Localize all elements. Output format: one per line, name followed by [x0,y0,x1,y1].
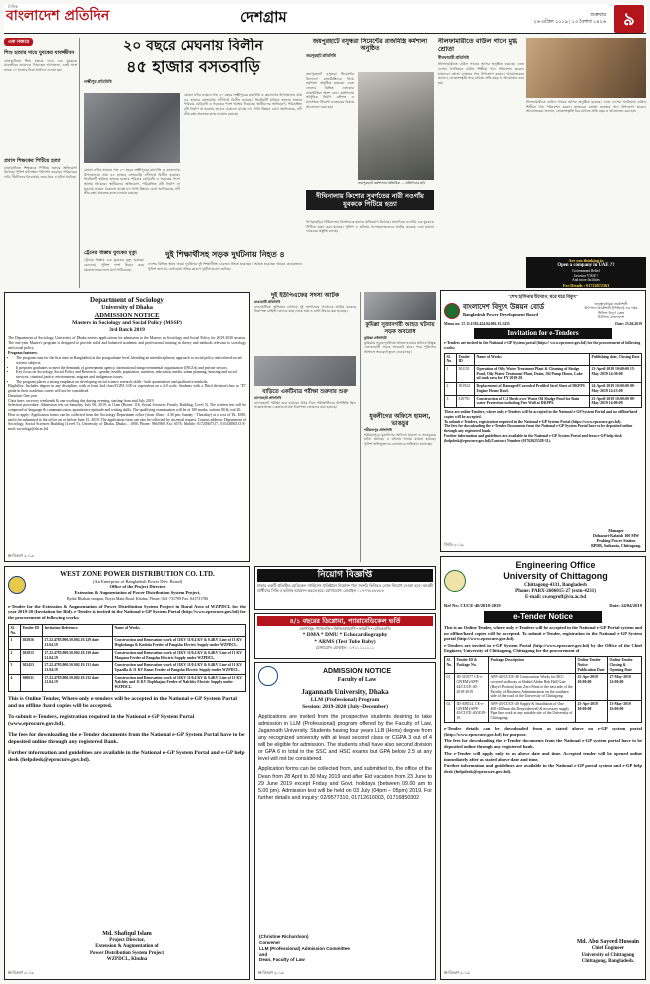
jagannath-program: LLM (Professional) Program [310,696,380,703]
wzpdcl-org-block [29,570,246,601]
bpdb-etender-ad [440,290,646,552]
cu-header [444,560,642,601]
wzpdcl-sub-2: Office of the Project Director [109,584,166,590]
jaipurhat-photo [358,72,434,180]
uae-line-1: Are you thinking to [568,258,604,263]
cu-col-desc: Package Description [489,657,576,674]
sociology-eligibility: Eligibility: Includes degree in any discipline, with at least 2nd class/CGPA 3.00 or equivalent on a 4.0 scale. Students with a Third division/class or "D" grade in their academic career will not be considered. [8,384,246,394]
cu-title-1: Engineering Office [515,560,596,570]
cell: 3 [445,395,457,407]
right-byline: নীলফামারী প্রতিনিধি [438,55,469,60]
bpdb-note-1: These are online Tenders, where only e-Tenders will be accepted in the National e-GP System Portal and no offline/hard copies will be accepted. [444,410,638,419]
cell: Construction and Renovation work of 11KV 11/0.4 KV & 0.4KV Line of 11 KV Nalchity and 11 KV Dopbhajan Feeder of Nalchity Electric Supply under WZPDCL. [113,674,246,691]
cell: 310791 [457,395,475,407]
cu-intro-1: This is an Online Tender, where only e-Tenders will be accepted in the National e-GP Portal system and no offline/hard copies will be accepted. To submit e-Tender, registration in the National e-GP System portal (http://www.eprocure.gov.bd). [444,624,642,642]
cell: Construction and Renovation work of 11KV 11/0.4 KV & 0.4KV Line of 11 KV Heglodanga & Kushtia Feeder of Pangsha Electric Supply under WZPDCL. [113,637,246,649]
at-a-glance-tag: এক নজরে [4,38,33,46]
cell: 300631 [21,674,43,691]
bpdb-org-block [463,303,577,317]
sociology-feature: • The program runs for the first time in Bangladesh at the postgraduate level, blending an interdisciplinary approach to social policy and related social science subjects. [16,356,246,365]
wzpdcl-note-3: The fees for downloading the e-Tender documents from the National e-GP System Portal have to be deposited online through any registered Bank. [8,731,245,745]
right-photo [526,38,646,98]
cell: 301924 [457,383,475,395]
wzpdcl-sub-4: Bydut Bhaban campus, Boyra Main Road, Khulna. Phone: 041-731789 Fax: 041731786 [66,595,209,601]
wzpdcl-ref: Sl-বিতরণ ২০১৯ [8,971,34,976]
table-row [445,383,642,395]
cu-note-1: e-Tender details can be downloaded from as stated above on e-GP system portal (http://www.eprocure.gov.bd) for purpose. [444,725,642,737]
cu-col-sl: Sl. No. [445,657,455,674]
bpdb-signature [591,528,641,548]
woman-body: খাগড়াছড়ির দীঘিনালায় কিশোরকে হত্যার অভিযোগ উঠেছে। অন্যদিকে নওগাঁয় এক যুবককে পিটিয়ে হত্যা করা হয়েছে। পুলিশ এ ঘটনায় সন্দেহভাজনদের আটক করেছে এবং মামলা দায়েরের প্রস্তুতি চলছে। [306,220,434,234]
kulaura-headline[interactable]: কুমিল্লা সুজানগরী আহত ঘটনায় সড়ক অবরোধ [365,322,435,335]
bpdb-note-4: Further information and guidelines are available in the National e-GP System Portal and from e-GP help desk (helpdesk@eprocure.gov.bd)/Contract Number (01762625528-31). [444,433,622,443]
bpdb-note-2: To submit e-Tenders, registration required in the National e-GP System Portal (https://www.eprocure.gov.bd). [444,419,622,424]
left-body-1: ঝালকাঠিতে শিশু হত্যার দায়ে এক যুবককে যাবজ্জীবন কারাদণ্ড দিয়েছেন আদালত। একই সঙ্গে তাকে ২০ হাজার টাকা অর্থদণ্ড দেওয়া হয়। [4,58,77,72]
cell: 1 [9,637,21,649]
jagannath-body-2: Application forms can be collected from, and submitted to, the office of the Dean from 28 April to 30 May 2019 and after Eid vacation from 23 June to 29 June 2019 except Friday and Govt. holidays (between 09.00 am to 5.00 pm). Admission test will be held on 03 July (04pm – 05pm) 2019. For further details and inquiry: 02/9577310, 01712616003, 01716850302 [258,766,432,802]
uae-line-3: Government Relief [572,269,600,274]
cell: 27.22.4785.900.50.002.19.132 date 21.04.19 [43,674,113,691]
cu-date: Date: 24/04/2019 [609,603,642,609]
upazila-body: রাঙামাটিতে অভিযান চালিয়ে দুই সংগঠনের সদস্যকে আটক করেছে নিরাপত্তা বাহিনী। তাদের কাছ থেকে অস্ত্র ও গুলি উদ্ধার করা হয়েছে। [254,304,356,314]
wzpdcl-logo-icon [8,576,26,594]
bpdb-col-date: Publishing date, Closing Date [590,353,642,365]
cell: 13-May-2019 12:00:00 [608,700,642,722]
cu-phone: Phone: PABX-2606015-27 (extn-4231) [515,588,596,594]
bpdb-org-bn: বাংলাদেশ বিদ্যুৎ উন্নয়ন বোর্ড [463,303,545,312]
table-row [9,674,246,691]
cell: 01 [445,674,455,701]
right-headline[interactable]: নীলফামারীতে বাউল গানে মুগ্ধ শ্রোতা [438,38,518,53]
cu-address: Chittagong-4331, Bangladesh [524,582,587,588]
youth-byline: শরীয়তপুর প্রতিনিধি [364,428,392,433]
table-row [445,700,642,722]
cell: Construction and Renovation work of 11KV 11/0.4 KV & 0.4KV Line of 11 KV Maspara Feeder of Pangsha Electric Supply under WZPDCL. [113,649,246,661]
sociology-feature: • It prepares graduates to meet the demands of government agency, international nongovernmental organization (INGOs) and private sectors. [16,366,246,371]
recruit-body: ঢাকার একটি প্রতিষ্ঠিত মেডিকেল সার্ভিসেস প্রতিষ্ঠানে নিম্নোক্ত পদে জরুরি ভিত্তিতে লোক নিয়োগ দেওয়া হবে। আগ্রহী প্রার্থীদের সিভি ও ছবিসহ আবেদন করতে হবে। যোগাযোগ: মোবাইল ০১৭৭৭৮৮৮৮৮৮ [257,584,433,593]
cu-sign-3: Chittagong, Bangladesh. [581,958,635,964]
cu-title-2: University of Chittagong [503,571,608,582]
cell: 301151 [457,365,475,382]
table-row [9,649,246,661]
masthead [4,4,646,34]
upazila-headline[interactable]: দুই ইউপিএফের সদস্য আটক [270,292,340,299]
bpdb-col-work: Name of Works [475,353,590,365]
bpdb-office-4: চিটাগাং, বাংলাদেশ [597,315,625,320]
wzpdcl-col-id: Tender ID [21,624,43,636]
jagannath-faculty: Faculty of Law [337,676,377,683]
exam-photo [254,356,356,386]
bpdb-org-en: Bangladesh Power Development Board [463,312,539,318]
jaipurhat-byline: জয়পুরহাট প্রতিনিধি [306,54,336,59]
bpdb-sign-1: Manager [608,528,624,533]
left-headline-1[interactable]: শিশু হত্যার দায়ে যুবকের যাবজ্জীবন [4,50,75,57]
cell: 302815 [21,649,43,661]
sociology-ref: Sl-বিতরণ ২০১৯ [8,554,34,559]
sociology-feature: • The program places a strong emphasis on developing social science research skills - both quantitative and qualitative methods. [16,380,246,385]
cell: Construction and Renovation work of 11KV 11/0.4 KV & 0.4KV Line of 11 KV Upazilla & 11 KV Bazar Feeder of Pangsha Electric Supply under WZPDCL. [113,662,246,674]
bpdb-col-id: Tender ID [457,353,475,365]
jaipurhat-story [306,38,434,268]
wzpdcl-note-1: This is Online Tender, Where only e-tenders will be accepted in the National e-GP System Portal and no offline /hard copies will be accepted. [8,695,237,709]
bpdb-header [444,302,642,320]
accident-body: দেশের বিভিন্ন স্থানে সড়ক দুর্ঘটনায় দুই শিক্ষার্থীসহ চারজন নিহত হয়েছেন। আহত হয়েছেন আরও কয়েকজন। পুলিশ জানায়, বেপরোয়া গতির কারণে দুর্ঘটনাগুলো ঘটেছে। [148,262,302,271]
table-header-row [445,657,642,674]
wzpdcl-header [8,570,246,601]
kulaura-body: কুমিল্লায় সড়ক দুর্ঘটনায় আহত হওয়ার ঘটনায় বিক্ষুব্ধ এলাকাবাসী সড়ক অবরোধ করে। পরে পুলিশের আশ্বাসে অবরোধ তুলে নেওয়া হয়। [364,340,436,355]
jagannath-sign-3: and [259,951,268,957]
jagannath-admission-ad [254,662,436,980]
wzpdcl-sub-3: Extension & Augmentation of Power Distribution System Project, [74,590,201,595]
cell: 25-Apr-2019 10:00:00 [576,674,608,701]
diploma-contact: যোগাযোগ: মোবাইল ০১৭১১১১১১১১ [315,645,375,650]
cu-sign-name: Md. Abu Sayeed Hussain [576,939,639,946]
accident-headline[interactable]: দুই শিক্ষার্থীসহ সড়ক দুর্ঘটনায় নিহত ৪ [165,250,285,259]
sociology-features-label: Program features: [8,351,38,356]
bpdb-motto: "শেখ হাসিনার উদ্যোগ, ঘরে ঘরে বিদ্যুৎ" [507,294,579,299]
wzpdcl-col-sl: Sl. No. [9,624,21,636]
jagannath-sign-2: LLM (Professional) Admission Committee [259,945,350,951]
sociology-title: ADMISSION NOTICE [94,312,160,320]
page-number: ৯ [614,5,644,33]
wzpdcl-sign-2: Extension & Augmentation of [95,944,159,950]
uae-line-5: And more facilities [572,278,600,283]
bpdb-sign-3: Peaking Power Station [596,538,636,543]
uae-phone: For Details : 01714072363 [562,282,610,288]
bpdb-sign-4: BPDB, Satkania, Chittagong. [591,543,641,548]
sociology-subtitle: Masters in Sociology and Social Policy (MSSP) [72,320,182,327]
uae-line-2: Open a company in UAE ?? [557,263,615,269]
cell: 23-April-2019 10:00:00 15-May-2019 14:30:00 [590,365,642,382]
wzpdcl-sign-name: Md. Shafiqul Islam [102,930,152,937]
table-header-row [445,353,642,365]
sociology-intro: The Department of Sociology, University of Dhaka invites applications for admission to the Masters in Sociology and Social Policy for 2019-2020 session. The one-year Master's program is designed to provide solid and balanced academic and professional training in theory and methods relevant to sociology and social policy. [8,336,246,350]
cu-note-4: Further information and guidelines are available in the National e-GP portal system and e-GP help desk (helpdesk@eprocure.gov.bd). [444,763,642,775]
bpdb-office-1: তত্ত্বাবধায়ক প্রকৌশলী [594,301,628,306]
dateline [533,13,606,26]
bpdb-logo-icon [444,303,460,319]
bpdb-memo-row [444,322,642,327]
bpdb-sign-2: Dohazari-Kalaish 100 MW [593,533,640,538]
cell: 27.22.4785.900.50.002.19.131 date 21.04.19 [43,662,113,674]
bpdb-col-sl: Sl. No. [445,353,457,365]
jagannath-ref: Sl-বিতরণ ২০১৯ [258,971,284,976]
lead-story [84,38,302,248]
sociology-features [8,356,246,384]
jagannath-university: Jagannath University, Dhaka [301,688,389,696]
section-title: দেশগ্রাম [240,8,287,26]
lead-byline: লক্ষ্মীপুর প্রতিনিধি [84,78,112,84]
wzpdcl-sign-1: Project Director, [109,938,145,943]
kulaura-photo [364,292,436,320]
diploma-banner: ৪/১ বছরের ডিপ্লোমা, প্যারামেডিকেল ভর্তি [257,616,433,626]
cu-note-3: The e-Tender will apply only to as above date and time. Accepted tender will be opened online immediately after as stated above date and time. [444,750,642,762]
table-row [445,395,642,407]
cu-logo-icon [444,570,466,592]
jaipurhat-caption: জয়পুরহাটে কর্মশালায় অতিথিরা — প্রতিদিনের ছবি [358,181,425,185]
diploma-ad [254,613,436,659]
youth-body: শরীয়তপুরে যুবলীগের অফিসে হামলা ও ভাঙচুরের ঘটনা ঘটেছে। এ ঘটনায় থানায় মামলা হয়েছে। পুলিশ অভিযুক্তদের গ্রেফতারে অভিযান চালাচ্ছে। [364,432,436,446]
wzpdcl-intro: e-Tender for the Extension & Augmentation of Power Distribution System Project in Rural Area of WZPDCL for the year 2019-20 (Invitation for Bid). e-Tender is invited in the National e-GP System Portal (http://www.eprocure.gov.bd) for the procurement of following works: [8,603,246,621]
wzpdcl-sign-4: WZPDCL, Khulna [106,956,148,962]
train-story [84,250,144,290]
sociology-batch: 3rd Batch 2019 [109,327,145,334]
sociology-class-time: Class time: on every weekends & one working day during evening, starting from mid July 2019 [8,398,154,403]
lead-photo [84,93,180,163]
lead-headline-1[interactable]: ২০ বছরে মেঘনায় বিলীন [123,38,263,54]
cell: APP-44/CUCE-40 Construction Works for RCC covered walkway at Shahid Abdur Rob Hall Gate (Bayel Portion) from Zero Point to the east side of the Faculty of Business Administration on the southern side of the road of the University of Chittagong. [489,674,576,701]
students-accident-story [148,250,302,290]
cu-email: E-mail: ce.engroff@cu.ac.bd [525,595,586,600]
cell: 2 [445,383,457,395]
lead-body-cont: মেঘনা নদীর ভাঙনে গত ২০ বছরে লক্ষ্মীপুরের রামগতি ও কমলনগর উপজেলায় প্রায় ৪৫ হাজার বসতবাড়ি নদীগর্ভে বিলীন হয়েছে। ভিটেমাটি হারিয়ে হাজার হাজার পরিবার বেড়িবাঁধ ও সড়কের পাশে আশ্রয় নিয়েছে। স্থানীয়দের অভিযোগ, পরিকল্পিত বাঁধ নির্মাণ না হওয়ায় ভাঙন ঠেকানো যাচ্ছে না। পানি উন্নয়ন বোর্ড জানিয়েছে, নদী তীর রক্ষা প্রকল্পের কাজ চলমান রয়েছে। [84,168,180,196]
bpdb-office-3: সিভিল বিদ্যুৎ কেন্দ্র [597,310,625,315]
newspaper-logo[interactable]: বাংলাদেশ প্রতিদিন [6,8,110,24]
exam-body: বাগেরহাটে পরীক্ষা শুরু হয়েছে। প্রথম দিনে পরীক্ষার্থীদের উপস্থিতি ছিল সন্তোষজনক। কেন্দ্রগুলোতে নিরাপত্তা জোরদার করা হয়েছে। [254,400,356,410]
wzpdcl-org: WEST ZONE POWER DISTRIBUTION CO. LTD. [60,570,215,578]
sociology-admission-ad [4,292,250,562]
exam-headline[interactable]: বাড়িতে একটিমাত্র পরীক্ষা শুরুবার শুরু [262,388,348,395]
cu-ref-row [444,603,642,609]
left-news-column [4,38,80,288]
woman-headline-banner[interactable]: দীঘিনালায় কিশোর সুবর্ণতের নারী নওগাঁয় যুবককে পিটিয়ে হত্যা [306,190,434,210]
kulaura-byline: কুমিল্লা প্রতিনিধি [364,336,387,341]
jagannath-title: ADMISSION NOTICE [322,667,392,675]
sociology-selection: Selection procedure: Admission test on Saturday, July 06, 2019, at 11am (Room: 116, Social Sciences Faculty Building, Level 5). The written test will be composed of language & communication, quantitative aptitude and writing skills. The qualifying examination will be of 100 marks: written 80 & oral 20. [8,403,246,413]
right-story [438,38,524,256]
wzpdcl-note-2: To submit e-Tenders, registration required in the National e-GP System Portal (www.eprocure.gov.bd). [8,713,195,727]
cell: ID-310377 CE-e-GP(EM)/APP-44/CUCE-40-2018-2019 [455,674,489,701]
cell: 2 [9,649,21,661]
left-body-2: ঝালকাঠিতে শিক্ষককে পিটিয়ে হত্যার অভিযোগ উঠেছে। পুলিশ ঘটনাস্থল পরিদর্শন করেছে। পরিবারের দাবি, দীর্ঘদিনের বিরোধের জের ধরে এ ঘটনা ঘটেছে। [4,165,77,180]
diploma-line-1: কোর্সসমূহ: প্যাথলজি • ফিজিওথেরাপি • ফার্মেসি • রেডিওলজি [299,627,391,632]
recruit-banner: নিয়োগ বিজ্ঞপ্তি [257,569,433,582]
bpdb-date: Date: 23.04.2019 [615,321,642,326]
cu-col-close: Online Tender Closing & Opening Date [608,657,642,674]
cell: Construction of C.I Sheds over Waste Oil Sludge Pond for Rain water Protection including Fire Wall at DKPPS. [475,395,590,407]
wzpdcl-sub-1: (An Enterprise of Bangladesh Power Dev. Board) [92,578,183,584]
cell: 27.22.4785.900.50.002.19.129 date 21.04.19 [43,637,113,649]
cu-tender-table [444,656,642,723]
jagannath-title-block [282,668,432,684]
bpdb-intro: e-Tenders are invited in the National e-GP System portal (https:// www.eprocure.gov.bd) for the procurement of following works: [444,341,641,350]
cu-sign-1: Chief Engineer [591,946,625,952]
uae-ad[interactable] [526,257,646,288]
wzpdcl-sign-3: Power Distribution System Project [89,950,165,956]
uae-line-4: Investor VISA!! [574,273,598,278]
cell: Replacement of Damaged/Corroded Profiled Steel Sheet of DKPPS Engine House Roof. [475,383,590,395]
youth-headline[interactable]: যুবলীগের অফিসে হামলা, ভাঙচুর [369,412,431,427]
recruitment-ad [254,566,436,610]
cell: 25-Apr-2019 10:00:00 [576,700,608,722]
cu-col-id: Tender ID & Package No. [455,657,489,674]
day-label: শুক্রবার [590,13,606,18]
jagannath-sign-name: (Christine Richardson) [259,934,309,940]
bpdb-office-block [580,302,642,320]
cu-sign-2: University of Chittagong [581,952,635,958]
diploma-line-3: * ARMS (Test Tube Baby) [314,638,376,645]
cell: 27-May-2019 12:00:00 [608,674,642,701]
jagannath-body-1: Applications are invited from the prospective students desiring to take admission in LLM (Professional) program offered by the Faculty of Law, Jagannath University. Students having four years LLB (Hons) degree from any recognized university with at least second class or CGPA 3 out of 4 will be eligible for admission. The students shall have also second division or GPA 6 in total in the SSC and HSC exams but GPA below 2.5 at any level will not be considered. [258,713,432,763]
jagannath-logo-icon [258,666,278,686]
train-headline[interactable]: ট্রেনের ধাক্কায় যুবকের মৃত্যু [84,250,137,256]
jagannath-sign-1: Convener [259,940,281,946]
cu-note-2: The fees for downloading the e-Tender documents from the National e-GP system portal have to be deposited online through any registered bank. [444,738,642,750]
jagannath-signature [259,934,350,963]
cell: 4 [9,674,21,691]
sociology-org-1: Department of Sociology [90,296,164,304]
jaipurhat-headline[interactable]: জয়পুরহাটে বসুন্ধরা সিমেন্টের রাজমিস্ত্রি কর্মশালা অনুষ্ঠিত [312,38,428,53]
train-body: ট্রেনের ধাক্কায় এক যুবকের মৃত্যু হয়েছে। রেলওয়ে পুলিশ লাশ উদ্ধার করে ময়নাতদন্তের জন্য মর্গে পাঠিয়েছে। [84,258,144,272]
bpdb-title: Invitation for e-Tenders [474,328,612,339]
table-row [9,637,246,649]
cu-signature [577,939,639,965]
wzpdcl-note-4: Further information and guidelines are available in the National e-GP System Portal and e-GP help desk (helpdesk@eprocure.gov.bd). [8,749,245,763]
bpdb-memo: Memo no: 27.11.1582.424.04.002.15.1435 [444,321,510,326]
cu-title-block [469,560,642,601]
cell: ID-308514, CE-e-GP(EM)/APP-45/CUCE-40/2018-19 [455,700,489,722]
sociology-how-to-apply: How to apply: Application forms can be collected from the Sociology Department office (from 10am - 4.30 pm, Sunday - Thursday) at a cost of Tk. 1000, and to be submitted to the office on or before June 15, 2019. The application form can also be collected by an email request. Contact address: Department of Sociology, Social Sciences Building (Level 5), University of Dhaka, Dhaka – 1000. Phone: 9661900 Ext: 6576. Mobile: 01720367517, 01543856513 E-mail: sociology@du.ac.bd [8,412,246,432]
cell: 02 [445,700,455,722]
cu-etender-ad [440,556,646,980]
sociology-duration: Duration: One year [8,393,38,398]
cell: 1 [445,365,457,382]
sociology-org-2: University of Dhaka [101,304,153,311]
wzpdcl-tender-table [8,624,246,692]
jagannath-sign-4: Dean, Faculty of Law [259,957,305,963]
wzpdcl-col-work: Name of Works [113,624,246,636]
cell: 3 [9,662,21,674]
bpdb-ref: জিডি-২০১৯ [444,543,464,548]
right-body-cont: নীলফামারীতে বাউল গানের আসর অনুষ্ঠিত হয়েছে। এতে দেশের খ্যাতিমান বাউল শিল্পীরা গান পরিবেশন করেন। হাজারো শ্রোতা রাতভর গান উপভোগ করেন। আয়োজকরা জানান, লোকসংস্কৃতি ধরে রাখতে প্রতি বছর এ আয়োজন করা হয়। [526,100,646,114]
cu-col-pub: Online Tender Notice Publication Date [576,657,608,674]
table-row [445,365,642,382]
bpdb-tender-table [444,353,642,409]
left-headline-2[interactable]: প্রবাস শিক্ষকের পিটিয়ে হত্যা [4,157,61,164]
cell: Operation of Oily Water Treatment Plant & Cleaning of Sludge Pond, Oily Water Treatment Plant, Drain, Oil Pump House, Lube oil tank area for FY 2019-20. [475,365,590,382]
bpdb-office-2: উৎপাদন প্রকৌশলী (সিভিল) এর দপ্তর [584,306,638,311]
cell: APP-45/CUCE-40 Supply & Installation of One 400×200mm dia Deep tubewell & necessary supply Pipe line work at any suitable site of the University of Chittagong. [489,700,576,722]
cu-ref: Sl-বিতরণ ২০১৯ [444,971,470,976]
wzpdcl-signature [5,931,249,964]
cell: 302453 [21,662,43,674]
right-body: নীলফামারীতে বাউল গানের আসর অনুষ্ঠিত হয়েছে। এতে দেশের খ্যাতিমান বাউল শিল্পীরা গান পরিবেশন করেন। হাজারো শ্রোতা রাতভর গান উপভোগ করেন। আয়োজকরা জানান, লোকসংস্কৃতি ধরে রাখতে প্রতি বছর এ আয়োজন করা হয়। [438,62,524,86]
jagannath-session: Session: 2019-2020 (July–December) [302,703,388,710]
wzpdcl-col-ref: Invitation Reference [43,624,113,636]
wzpdcl-etender-ad [4,566,250,980]
exam-byline: বাগেরহাট প্রতিনিধি [254,396,282,401]
cell: 27.22.4785.900.50.002.19.130 date 21.04.19 [43,649,113,661]
bpdb-note-3: The fees for downloading the e-Tender Documents from the National e-GP System Portal have to be deposited online through any registered bank. [444,424,633,434]
diploma-line-2: * DMA * DMU * Echocardiography [302,631,388,638]
cell: 302816 [21,637,43,649]
middle-stories [254,292,356,562]
table-row [9,662,246,674]
lead-body: মেঘনা নদীর ভাঙনে গত ২০ বছরে লক্ষ্মীপুরের রামগতি ও কমলনগর উপজেলায় প্রায় ৪৫ হাজার বসতবাড়ি নদীগর্ভে বিলীন হয়েছে। ভিটেমাটি হারিয়ে হাজার হাজার পরিবার বেড়িবাঁধ ও সড়কের পাশে আশ্রয় নিয়েছে। স্থানীয়দের অভিযোগ, পরিকল্পিত বাঁধ নির্মাণ না হওয়ায় ভাঙন ঠেকানো যাচ্ছে না। পানি উন্নয়ন বোর্ড জানিয়েছে, নদী তীর রক্ষা প্রকল্পের কাজ চলমান রয়েছে। [184,93,302,116]
table-row [445,674,642,701]
cu-banner: e-Tender Notice [484,611,602,623]
kulaura-column [360,292,436,562]
cu-ref-no: Ref No: CUCE-40/2018-2019 [444,603,501,609]
table-header-row [9,624,246,636]
jaipurhat-body: জয়পুরহাটে বসুন্ধরা সিমেন্টের উদ্যোগে রাজমিস্ত্রিদের নিয়ে কর্মশালা অনুষ্ঠিত হয়েছে। এতে জেলার বিভিন্ন এলাকার রাজমিস্ত্রিরা অংশ নেন। কর্মশালায় আধুনিক নির্মাণ কৌশল ও মানসম্মত সিমেন্ট ব্যবহারের বিষয়ে আলোচনা করা হয়। [306,72,354,109]
jagannath-header [258,666,432,686]
lead-headline-2[interactable]: ৪৫ হাজার বসতবাড়ি [126,56,260,76]
cu-intro-2: e-Tenders are invited in e-GP System Portal (http://www.eprocure.gov.bd) by the Office of the Chief Engineer, University of Chittagong, Chittagong for the procurement of [444,642,642,654]
cell: 23-April-2019 10:00:00 09-May-2019 14:00:00 [590,395,642,407]
sociology-feature: • Key focus on Sociology, Social Policy and Research – gender, health, population, nutrition, education, media, urban planning, housing and social services, criminal justice, environment, migrant and indigenous issues. [16,370,246,379]
upazila-byline: রাঙামাটি প্রতিনিধি [254,300,281,305]
brand-tagline: দৈনিক [8,4,19,9]
date-label: ২৬ এপ্রিল ২০১৯ | ১৩ বৈশাখ ১৪২৬ [533,19,606,25]
cell: 24-April-2019 10:00:00 09-May-2019 14:15:00 [590,383,642,395]
